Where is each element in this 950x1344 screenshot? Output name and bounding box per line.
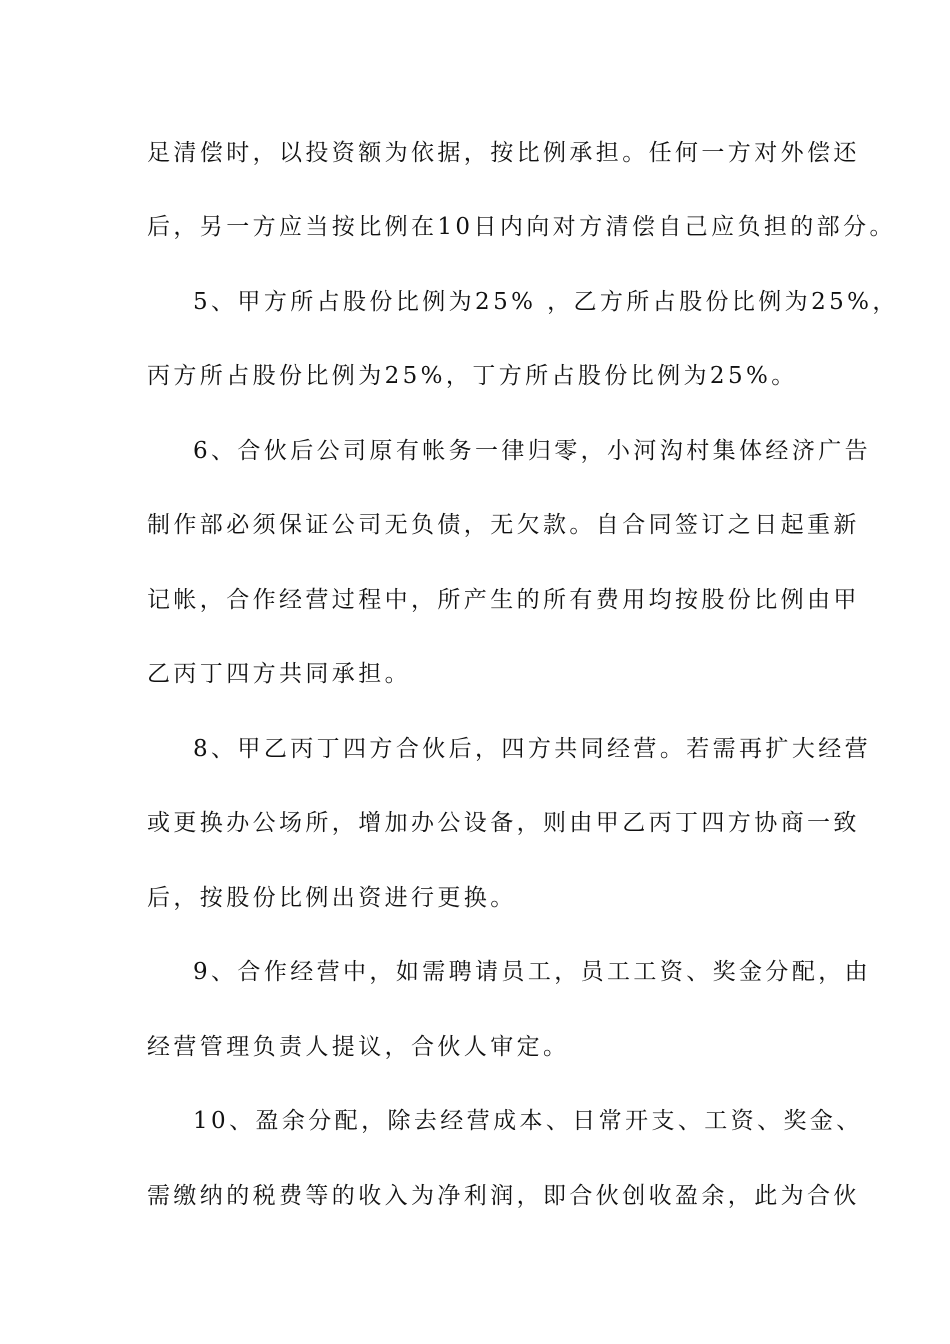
text-line: 或更换办公场所，增加办公设备，则由甲乙丙丁四方协商一致 [147,810,860,836]
text-line: 制作部必须保证公司无负债，无欠款。自合同签订之日起重新 [147,512,860,538]
text-line: 后，按股份比例出资进行更换。 [147,885,517,911]
text-line: 丙方所占股份比例为25%，丁方所占股份比例为25%。 [147,363,798,389]
text-line: 后，另一方应当按比例在10日内向对方清偿自己应负担的部分。 [147,214,896,240]
paragraph-6-start: 6、合伙后公司原有帐务一律归零，小河沟村集体经济广告 [193,438,872,464]
paragraph-10-start: 10、盈余分配，除去经营成本、日常开支、工资、奖金、 [193,1108,863,1134]
text-line: 乙丙丁四方共同承担。 [147,661,411,687]
text-line: 经营管理负责人提议，合伙人审定。 [147,1034,570,1060]
text-line: 足清偿时，以投资额为依据，按比例承担。任何一方对外偿还 [147,140,860,166]
paragraph-8-start: 8、甲乙丙丁四方合伙后，四方共同经营。若需再扩大经营 [193,736,872,762]
paragraph-5-start: 5、甲方所占股份比例为25% ，乙方所占股份比例为25%， [193,289,899,315]
text-line: 记帐，合作经营过程中，所产生的所有费用均按股份比例由甲 [147,587,860,613]
paragraph-9-start: 9、合作经营中，如需聘请员工，员工工资、奖金分配，由 [193,959,872,985]
text-line: 需缴纳的税费等的收入为净利润，即合伙创收盈余，此为合伙 [147,1183,860,1209]
